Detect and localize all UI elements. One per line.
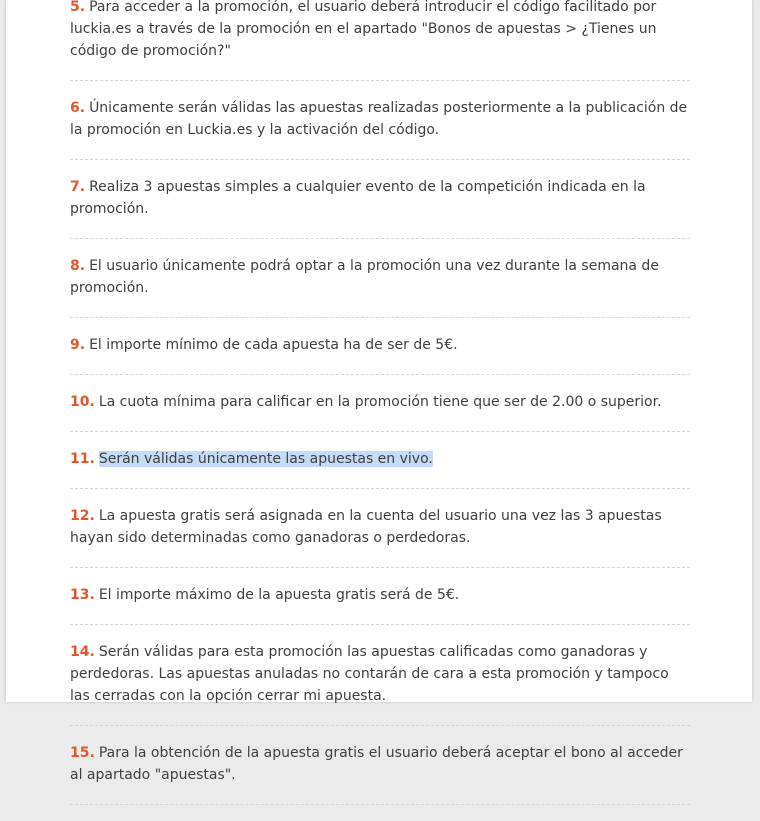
rule-text: La cuota mínima para calificar en la promoción tiene que ser de 2.00 o superior. <box>98 394 662 410</box>
rule-number: 14. <box>70 644 95 660</box>
rule-number: 7. <box>70 179 86 195</box>
rule-item <box>70 391 690 432</box>
selected-rule-text[interactable]: Serán válidas únicamente las apuestas en vivo. <box>98 451 433 467</box>
rule-text: Realiza 3 apuestas simples a cualquier evento de la competición indicada en la promoción. <box>70 179 646 217</box>
rule-number: 5. <box>70 0 86 15</box>
rule-text: El importe mínimo de cada apuesta ha de ser de 5€. <box>89 337 458 353</box>
rule-item <box>70 176 690 239</box>
rule-item <box>70 742 690 805</box>
rule-text: El importe máximo de la apuesta gratis será de 5€. <box>98 587 460 603</box>
terms-list <box>70 0 690 821</box>
rule-number: 6. <box>70 100 86 116</box>
rule-number: 11. <box>70 451 95 467</box>
rule-text: Serán válidas para esta promoción las apuestas calificadas como ganadoras y perdedoras. Las apuestas anuladas no contarán de cara a esta promoción y tampoco las cerradas con la opción cerrar mi apuesta. <box>70 644 669 704</box>
rule-item <box>70 505 690 568</box>
rule-number: 12. <box>70 508 95 524</box>
rule-text: Únicamente serán válidas las apuestas realizadas posteriormente a la publicación de la promoción en Luckia.es y la activación del código. <box>70 100 688 138</box>
rule-item <box>70 641 690 726</box>
rule-text: El usuario únicamente podrá optar a la promoción una vez durante la semana de promoción. <box>70 258 659 296</box>
rule-item <box>70 255 690 318</box>
rule-number: 15. <box>70 745 95 761</box>
rule-number: 13. <box>70 587 95 603</box>
rule-number: 9. <box>70 337 86 353</box>
rule-text: Para acceder a la promoción, el usuario deberá introducir el código facilitado por luckia.es a través de la promoción en el apartado "Bonos de apuestas > ¿Tienes un código de promoción?" <box>70 0 657 59</box>
terms-card <box>6 0 752 783</box>
rule-item <box>70 584 690 625</box>
rule-text: Para la obtención de la apuesta gratis el usuario deberá aceptar el bono al acceder al apartado "apuestas". <box>70 745 683 783</box>
rule-text: La apuesta gratis será asignada en la cuenta del usuario una vez las 3 apuestas hayan sido determinadas como ganadoras o perdedoras. <box>70 508 662 546</box>
rule-number: 8. <box>70 258 86 274</box>
rule-number: 10. <box>70 394 95 410</box>
rule-item-selected <box>70 448 690 489</box>
rule-item <box>70 334 690 375</box>
rule-item <box>70 0 690 81</box>
rule-item <box>70 97 690 160</box>
